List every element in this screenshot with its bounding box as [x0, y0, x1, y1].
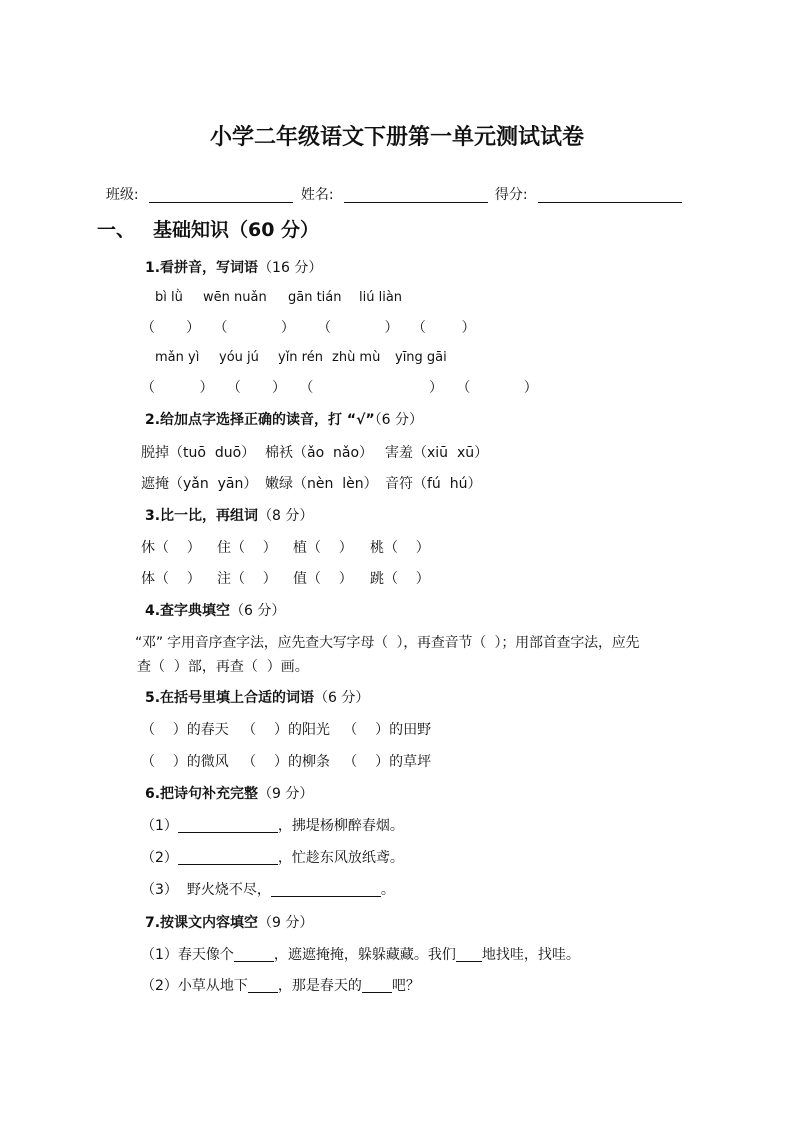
q7-line-2-part-a: （2）小草从地下 — [141, 978, 248, 994]
q6-line-3 — [141, 879, 395, 899]
class-label: 班级: — [105, 187, 139, 203]
q5-row-1[interactable]: （ ）的春天 （ ）的阳光 （ ）的田野 — [141, 722, 432, 738]
q3-item-8[interactable]: 跳（ ） — [370, 571, 430, 587]
q6-heading-text: 6.把诗句补充完整 — [145, 786, 259, 802]
q3-item-7[interactable]: 值（ ） — [293, 571, 353, 587]
q6-line-2-number: （2） — [141, 850, 178, 866]
q7-points: （9 分） — [258, 915, 314, 931]
class-blank[interactable] — [149, 187, 293, 203]
q7-line-2 — [141, 975, 420, 995]
q3-item-4[interactable]: 桃（ ） — [370, 540, 430, 556]
q7-line-1 — [141, 944, 580, 964]
q7-blank-2[interactable] — [456, 946, 482, 962]
q1-pinyin-6: yóu jú — [219, 350, 259, 365]
q3-item-6[interactable]: 注（ ） — [217, 571, 277, 587]
q6-line-3-end: 。 — [380, 882, 395, 898]
q1-pinyin-8: zhù mù — [332, 350, 381, 365]
q6-line-2 — [141, 847, 404, 867]
q2-item-6[interactable]: 音符（fú hú） — [385, 476, 482, 492]
q1-points: （16 分） — [258, 260, 323, 276]
name-label: 姓名: — [300, 187, 334, 203]
q1-pinyin-5: mǎn yì — [155, 350, 200, 365]
q1-heading-text: 1.看拼音，写词语 — [145, 260, 259, 276]
q4-line-1[interactable]: “邓” 字用音序查字法，应先查大写字母（ ），再查音节（ ）；用部首查字法，应先 — [135, 635, 640, 651]
q6-blank-3[interactable] — [271, 881, 381, 897]
q3-item-2[interactable]: 住（ ） — [217, 540, 277, 556]
q4-line-2[interactable]: 查（ ）部，再查（ ）画。 — [137, 659, 309, 675]
section-title: 基础知识（60 分） — [153, 219, 320, 241]
q5-row-2[interactable]: （ ）的微风 （ ）的柳条 （ ）的草坪 — [141, 754, 432, 770]
name-field-group — [292, 168, 488, 204]
question-1-heading — [145, 257, 322, 277]
page-title: 小学二年级语文下册第一单元测试试卷 — [209, 125, 584, 150]
q2-item-5[interactable]: 嫩绿（nèn lèn） — [265, 476, 378, 492]
question-4-heading — [145, 600, 285, 620]
q7-line-1-part-b: ，遮遮掩掩，躲躲藏藏。我们 — [273, 947, 456, 963]
score-blank[interactable] — [538, 187, 682, 203]
q6-line-1-number: （1） — [141, 818, 178, 834]
q7-line-2-part-c: 吧？ — [391, 978, 420, 994]
score-field-group — [486, 168, 682, 204]
q6-blank-1[interactable] — [178, 817, 278, 833]
q2-item-1[interactable]: 脱掉（tuō duō） — [141, 445, 256, 461]
q6-blank-2[interactable] — [178, 849, 278, 865]
q2-item-3[interactable]: 害羞（xiū xū） — [385, 445, 489, 461]
question-2-heading — [145, 409, 423, 429]
q4-heading-text: 4.查字典填空 — [145, 603, 231, 619]
q2-item-2[interactable]: 棉袄（ǎo nǎo） — [265, 445, 374, 461]
question-7-heading — [145, 912, 313, 932]
q1-pinyin-2: wēn nuǎn — [203, 290, 267, 305]
q7-line-2-part-b: ，那是春天的 — [277, 978, 362, 994]
question-6-heading — [145, 783, 313, 803]
q1-answer-row-2[interactable]: （ ） （ ） （ ） （ ） — [141, 380, 538, 396]
q1-pinyin-3: gān tián — [288, 290, 342, 305]
section-heading — [97, 215, 319, 242]
q2-item-4[interactable]: 遮掩（yǎn yān） — [141, 476, 258, 492]
q7-line-1-part-a: （1）春天像个 — [141, 947, 234, 963]
q3-item-1[interactable]: 休（ ） — [141, 540, 201, 556]
q6-line-3-text: 野火烧不尽， — [177, 882, 271, 898]
class-field-group — [97, 168, 293, 204]
section-number: 一、 — [97, 219, 136, 241]
q5-heading-text: 5.在括号里填上合适的词语 — [145, 690, 315, 706]
q7-blank-3[interactable] — [248, 977, 278, 993]
question-5-heading — [145, 687, 369, 707]
q6-line-2-text: ，忙趁东风放纸鸢。 — [277, 850, 404, 866]
q1-pinyin-1: bì lǜ — [155, 290, 183, 305]
q6-points: （9 分） — [258, 786, 314, 802]
q6-line-1-text: ，拂堤杨柳醉春烟。 — [277, 818, 404, 834]
q2-points: （6 分） — [374, 412, 424, 428]
q3-points: （8 分） — [258, 508, 314, 524]
q3-item-3[interactable]: 植（ ） — [293, 540, 353, 556]
q6-line-3-number: （3） — [141, 882, 178, 898]
q7-line-1-part-c: 地找哇，找哇。 — [481, 947, 580, 963]
q3-heading-text: 3.比一比，再组词 — [145, 508, 259, 524]
q3-item-5[interactable]: 体（ ） — [141, 571, 201, 587]
q1-pinyin-4: liú liàn — [359, 290, 403, 305]
q1-pinyin-7: yǐn rén — [278, 350, 323, 365]
score-label: 得分: — [494, 187, 528, 203]
name-blank[interactable] — [344, 187, 488, 203]
q1-answer-row-1[interactable]: （ ） （ ） （ ） （ ） — [141, 320, 476, 336]
q7-blank-4[interactable] — [362, 977, 392, 993]
q4-points: （6 分） — [230, 603, 286, 619]
q6-line-1 — [141, 815, 404, 835]
question-3-heading — [145, 505, 313, 525]
q7-blank-1[interactable] — [234, 946, 274, 962]
q5-points: （6 分） — [314, 690, 370, 706]
q1-pinyin-9: yīng gāi — [395, 350, 447, 365]
q7-heading-text: 7.按课文内容填空 — [145, 915, 259, 931]
q2-heading-text: 2.给加点字选择正确的读音，打 “√” — [145, 412, 375, 428]
